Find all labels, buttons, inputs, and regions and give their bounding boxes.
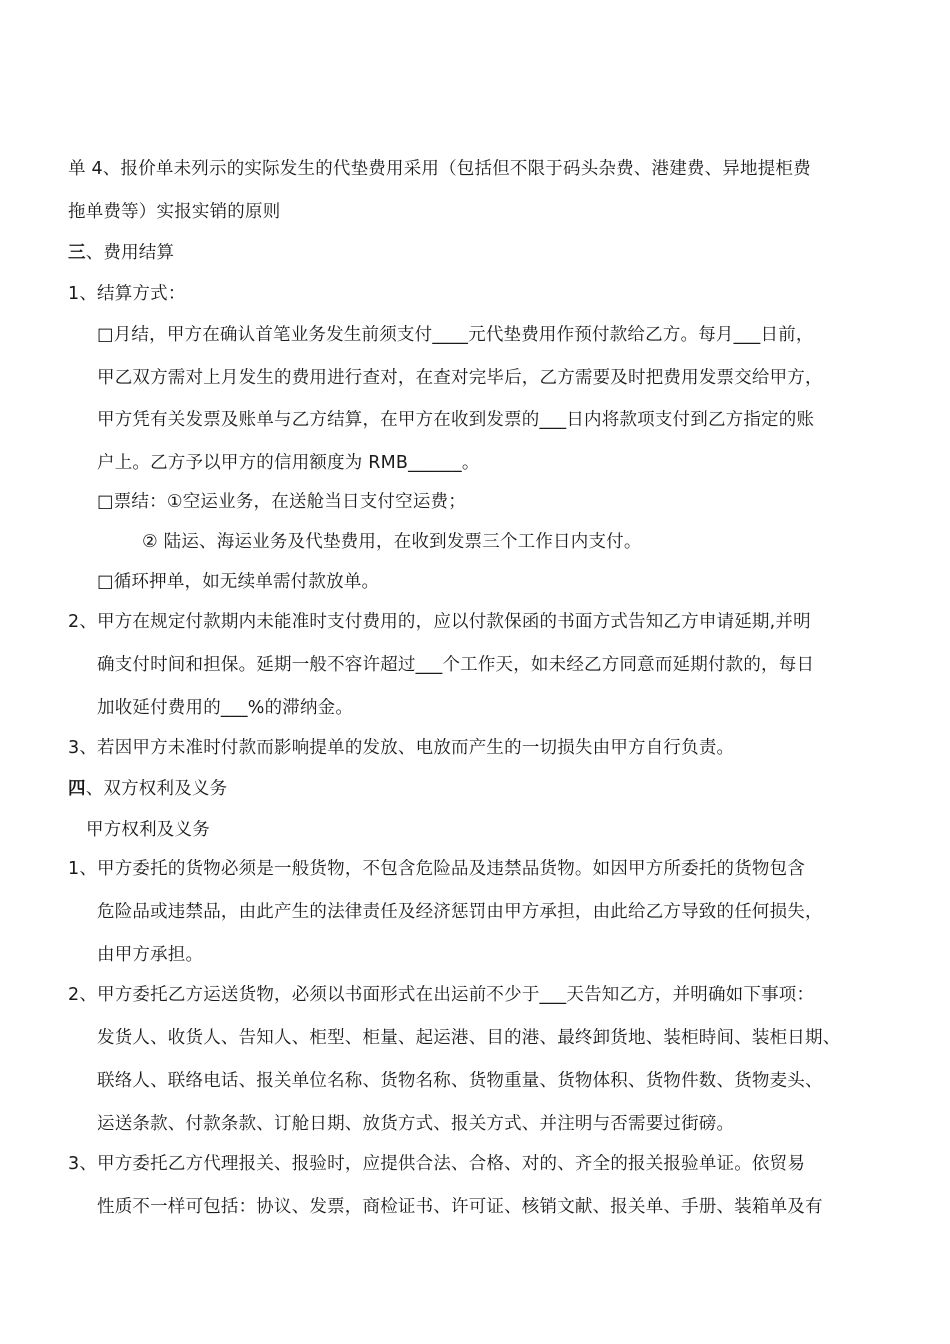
text-line: ② 陆运、海运业务及代垫费用，在收到发票三个工作日内支付。	[142, 532, 642, 552]
text-line: 确支付时间和担保。延期一般不容许超过___个工作天，如未经乙方同意而延期付款的，每日	[97, 655, 815, 675]
text-line: □票结：①空运业务，在送舱当日支付空运费；	[97, 492, 466, 512]
section-heading	[68, 241, 174, 265]
text-line: 1、甲方委托的货物必须是一般货物，不包含危险品及违禁品货物。如因甲方所委托的货物包含	[68, 859, 806, 879]
text-line: □月结，甲方在确认首笔业务发生前须支付____元代垫费用作预付款给乙方。每月___日前，	[97, 325, 814, 345]
subsection-heading: 甲方权利及义务	[86, 820, 210, 840]
text-line: 甲方凭有关发票及账单与乙方结算，在甲方在收到发票的___日内将款项支付到乙方指定的账	[97, 410, 815, 430]
text-line: 加收延付费用的___%的滞纳金。	[97, 698, 354, 718]
text-line: 甲乙双方需对上月发生的费用进行查对，在查对完毕后，乙方需要及时把费用发票交给甲方，	[97, 368, 823, 388]
text-line: 发货人、收货人、告知人、柜型、柜量、起运港、目的港、最终卸货地、装柜時间、装柜日期、	[97, 1028, 841, 1048]
text-line: 运送条款、付款条款、订舱日期、放货方式、报关方式、并注明与否需要过街磅。	[97, 1114, 735, 1134]
text-line: 拖单费等）实报实销的原则	[68, 202, 281, 222]
text-line: 联络人、联络电话、报关单位名称、货物名称、货物重量、货物体积、货物件数、货物麦头、	[97, 1071, 823, 1091]
text-line: 3、甲方委托乙方代理报关、报验时，应提供合法、合格、对的、齐全的报关报验单证。依贸易	[68, 1154, 806, 1174]
text-line: □循环押单，如无续单需付款放单。	[97, 572, 380, 592]
section-number: 三	[68, 243, 86, 263]
text-line: 2、甲方在规定付款期内未能准时支付费用的，应以付款保函的书面方式告知乙方申请延期,并明	[68, 612, 811, 632]
text-line: 单 4、报价单未列示的实际发生的代垫费用采用（包括但不限于码头杂费、港建费、异地提柜费	[68, 159, 811, 179]
text-line: 危险品或违禁品，由此产生的法律责任及经济惩罚由甲方承担，由此给乙方导致的任何损失，	[97, 902, 823, 922]
text-line: 由甲方承担。	[97, 945, 204, 965]
section-title: 、费用结算	[85, 243, 175, 263]
text-line: 性质不一样可包括：协议、发票，商检证书、许可证、核销文献、报关单、手册、装箱单及有	[97, 1197, 823, 1217]
section-title: 、双方权利及义务	[85, 779, 228, 799]
text-line: 3、若因甲方未准时付款而影响提单的发放、电放而产生的一切损失由甲方自行负责。	[68, 738, 735, 758]
text-line: 户上。乙方予以甲方的信用额度为 RMB______。	[97, 453, 480, 473]
text-line: 2、甲方委托乙方运送货物，必须以书面形式在出运前不少于___天告知乙方，并明确如下事项：	[68, 985, 815, 1005]
text-line: 1、结算方式：	[68, 284, 186, 304]
section-heading	[68, 777, 227, 801]
section-number: 四	[68, 779, 86, 799]
